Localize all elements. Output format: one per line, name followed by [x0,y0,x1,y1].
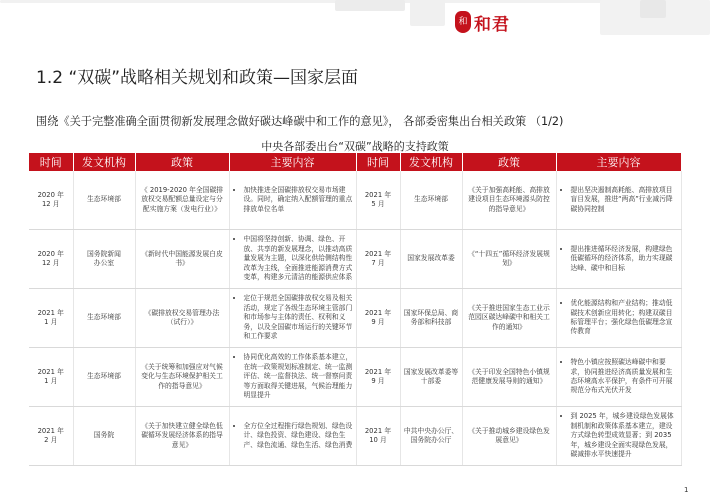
table-row [29,289,681,348]
table-row [29,407,681,466]
cell-policy: 《关于推动城乡建设绿色发展意见》 [462,407,556,466]
top-banner [0,0,710,40]
cell-time: 2021 年 9 月 [356,289,400,348]
banner-decor-block [640,0,666,18]
cell-content [556,171,681,230]
cell-org: 国家发展改革委等十部委 [400,348,462,407]
header-policy: 政策 [135,153,229,171]
cell-org: 生态环境部 [400,171,462,230]
cell-org: 国家环保总局、商务部和科技部 [400,289,462,348]
cell-policy: 《关于推进国家生态工业示范园区碳达峰碳中和相关工作的通知》 [462,289,556,348]
cell-org: 生态环境部 [73,171,135,230]
table-row [29,230,681,289]
page-number: 1 [684,486,689,494]
cell-time: 2021 年 9 月 [356,348,400,407]
cell-org: 国家发展改革委 [400,230,462,289]
brand-name: 和君 [474,15,510,35]
header-content: 主要内容 [556,153,681,171]
cell-content [556,230,681,289]
cell-org: 生态环境部 [73,348,135,407]
cell-content [229,348,356,407]
header-org: 发文机构 [73,153,135,171]
cell-time: 2021 年 1 月 [29,348,73,407]
content-bullet: • 定位于规范全国碳排放权交易及相关活动，规定了各级生态环境主管部门和市场参与主体的责任、权利和义务，以及全国碳市场运行的关键环节和工作要求 [244,294,353,341]
cell-policy: 《 2019-2020 年全国碳排放权交易配额总量设定与分配实施方案（发电行业）》 [135,171,229,230]
cell-content [229,171,356,230]
cell-time: 2021 年 10 月 [356,407,400,466]
content-bullet: • 提出坚决遏制高耗能、高排放项目盲目发展，推进“两高”行业减污降碳协同控制 [571,186,678,214]
header-policy: 政策 [462,153,556,171]
cell-content [229,230,356,289]
header-time: 时间 [29,153,73,171]
cell-policy: 《关于加强高耗能、高排放建设项目生态环境源头防控的指导意见》 [462,171,556,230]
page-title: 1.2 “双碳”战略相关规划和政策—国家层面 [36,68,359,88]
content-bullet: • 全方位全过程推行绿色规划、绿色设计、绿色投资、绿色建设、绿色生产、绿色流通、绿色生活、绿色消费 [244,422,353,450]
cell-time: 2020 年 12 月 [29,230,73,289]
header-content: 主要内容 [229,153,356,171]
policy-table [29,153,682,466]
page-subtitle: 围绕《关于完整准确全面贯彻新发展理念做好碳达峰碳中和工作的意见》， 各部委密集出台相关政策 （1/2) [36,115,564,128]
content-bullet: • 协同优化高效的工作体系基本建立，在统一政策规划标准制定、统一监测评估、统一监督执法、统一督察问责等方面取得关键进展，气候治理能力明显提升 [244,353,353,400]
cell-time: 2020 年 12 月 [29,171,73,230]
content-bullet: • 特色小镇应按照碳达峰碳中和要求，协同推进经济高质量发展和生态环境高水平保护，有条件可开展规范分布式光伏开发 [571,358,678,396]
table-row [29,348,681,407]
cell-org: 中共中央办公厅、国务院办公厅 [400,407,462,466]
content-bullet: • 中国将坚持创新、协调、绿色、开放、共享的新发展理念，以推动高质量发展为主题，以深化供给侧结构性改革为主线，全面推进能源消费方式变革，构建多元清洁的能源供应体系 [244,235,353,282]
header-org: 发文机构 [400,153,462,171]
cell-time: 2021 年 1 月 [29,289,73,348]
cell-policy: 《碳排放权交易管理办法（试行）》 [135,289,229,348]
cell-org: 国务院新闻 办公室 [73,230,135,289]
content-bullet: • 到 2025 年，城乡建设绿色发展体制机制和政策体系基本建立，建设方式绿色转型成效显著；到 2035 年，城乡建设全面实现绿色发展，碳减排水平快速提升 [571,412,678,459]
cell-policy: 《关于统筹和加强应对气候变化与生态环境保护相关工作的指导意见》 [135,348,229,407]
cell-time: 2021 年 5 月 [356,171,400,230]
table-row [29,171,681,230]
cell-content [556,407,681,466]
brand-logo-icon: 和 [455,11,471,33]
cell-policy: 《新时代中国能源发展白皮书》 [135,230,229,289]
cell-content [229,407,356,466]
banner-decor-block [335,0,405,11]
table-header-row [29,153,681,171]
content-bullet: • 加快推进全国碳排放权交易市场建设。同时，确定纳入配额管理的重点排放单位名单 [244,186,353,214]
cell-policy: 《“十四五”循环经济发展规划》 [462,230,556,289]
banner-decor-block [410,0,445,26]
cell-content [556,348,681,407]
cell-content [229,289,356,348]
cell-org: 国务院 [73,407,135,466]
cell-time: 2021 年 2 月 [29,407,73,466]
table-title: 中央各部委出台“双碳”战略的支持政策 [261,140,449,153]
content-bullet: • 提出推进循环经济发展，构建绿色低碳循环的经济体系，助力实现碳达峰、碳中和目标 [571,245,678,273]
cell-content [556,289,681,348]
content-bullet: • 优化能源结构和产业结构；推动低碳技术创新应用转化；构建双碳目标管理平台；强化绿色低碳理念宣传教育 [571,299,678,337]
header-time: 时间 [356,153,400,171]
cell-policy: 《关于加快建立健全绿色低碳循环发展经济体系的指导意见》 [135,407,229,466]
cell-policy: 《关于印发全国特色小镇规范健康发展导则的通知》 [462,348,556,407]
cell-org: 生态环境部 [73,289,135,348]
cell-time: 2021 年 7 月 [356,230,400,289]
